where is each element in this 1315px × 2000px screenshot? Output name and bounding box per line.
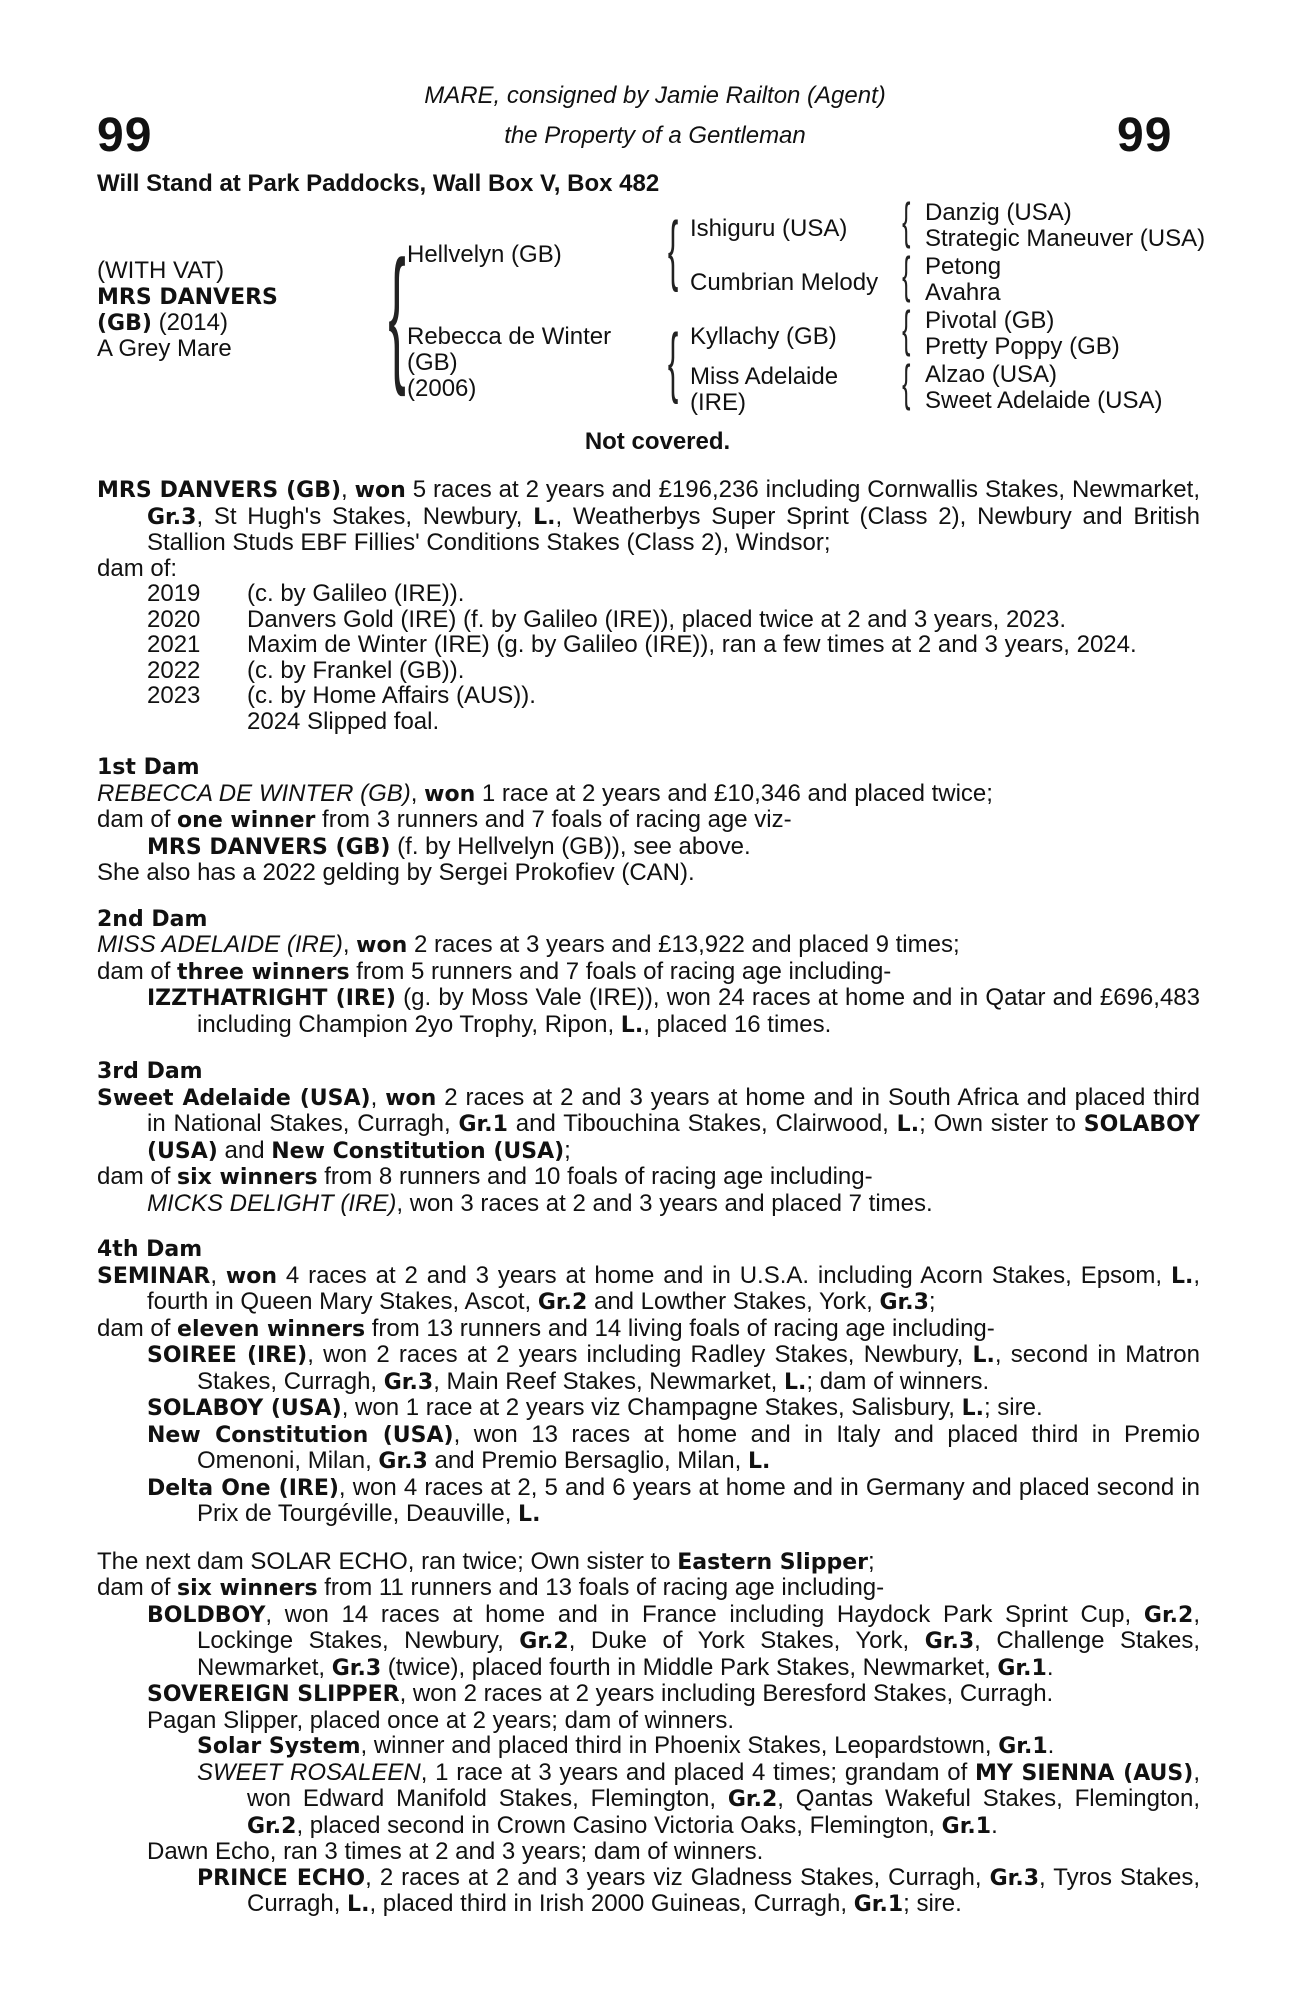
summary-section: [97, 477, 1200, 734]
brace-2a: {: [667, 205, 679, 293]
consigned-line: MARE, consigned by Jamie Railton (Agent): [424, 82, 886, 109]
fourth-dam-line: SOLABOY (USA), won 1 race at 2 years viz Champagne Stakes, Salisbury, L.; sire.: [147, 1394, 1043, 1421]
produce-row: 2021 Maxim de Winter (IRE) (g. by Galileo (IRE)), ran a few times at 2 and 3 years, 2024.: [147, 631, 1137, 658]
fourth-dam-section: [97, 1237, 1200, 1528]
dam-of-label: dam of:: [97, 554, 178, 582]
fourth-dam-line: dam of eleven winners from 13 runners and 14 living foals of racing age including-: [97, 1314, 995, 1342]
lot-number-left: 99: [97, 109, 153, 162]
second-dam-line: MISS ADELAIDE (IRE), won 2 races at 3 years and £13,922 and placed 9 times;: [97, 931, 960, 958]
brace-3a: {: [902, 193, 911, 249]
next-dam-line: Pagan Slipper, placed once at 2 years; dam of winners.: [147, 1706, 735, 1734]
sire-sire: Ishiguru (USA): [690, 215, 848, 242]
second-dam-section: [97, 907, 1200, 1039]
third-dam-line: MICKS DELIGHT (IRE), won 3 races at 2 and 3 years and placed 7 times.: [147, 1189, 933, 1217]
fourth-dam-line: SEMINAR, won 4 races at 2 and 3 years at home and in U.S.A. including Acorn Stakes, Epsom, L., fourth in Queen Mary Stakes, Ascot, Gr.2 and Lowther Stakes, York, Gr.3;: [97, 1261, 1200, 1315]
produce-row: 2024 Slipped foal.: [247, 707, 440, 735]
brace-1: {: [388, 229, 406, 397]
dam-year: (2006): [407, 375, 477, 402]
fourth-dam-line: Delta One (IRE), won 4 races at 2, 5 and 6 years at home and in Germany and placed second in Prix de Tourgéville, Deauville, L.: [147, 1473, 1200, 1527]
g-4: Avahra: [925, 279, 1001, 306]
g-6: Pretty Poppy (GB): [925, 333, 1120, 360]
second-dam-line: IZZTHATRIGHT (IRE) (g. by Moss Vale (IRE)), won 24 races at home and in Qatar and £696,483 including Champion 2yo Trophy, Ripon, L., placed 16 times.: [147, 984, 1200, 1038]
first-dam-line: dam of one winner from 3 runners and 7 foals of racing age viz-: [97, 806, 792, 833]
property-line: the Property of a Gentleman: [504, 122, 806, 149]
dam-name-1: Rebecca de Winter: [407, 323, 612, 350]
third-dam-line: dam of six winners from 8 runners and 10 foals of racing age including-: [97, 1163, 873, 1190]
brace-3b: {: [902, 247, 911, 303]
dam-dam-2: (IRE): [690, 389, 746, 416]
produce-row: 2022 (c. by Frankel (GB)).: [147, 656, 465, 684]
not-covered: Not covered.: [584, 428, 731, 455]
third-dam-line: Sweet Adelaide (USA), won 2 races at 2 and 3 years at home and in South Africa and placed third in National Stakes, Curragh, Gr.1 and Tibouchina Stakes, Clairwood, L.; Own sister to SOLABOY (USA) and New Constitution (USA);: [97, 1083, 1200, 1164]
produce-row: 2019 (c. by Galileo (IRE)).: [147, 580, 465, 607]
second-dam-heading: 2nd Dam: [97, 906, 208, 932]
produce-row: 2020 Danvers Gold (IRE) (f. by Galileo (IRE)), placed twice at 2 and 3 years, 2023.: [147, 605, 1067, 633]
g-3: Petong: [925, 253, 1002, 280]
next-dam-line: SOVEREIGN SLIPPER, won 2 races at 2 years including Beresford Stakes, Curragh.: [147, 1680, 1054, 1707]
dam-name-2: (GB): [407, 349, 458, 376]
first-dam-heading: 1st Dam: [97, 755, 200, 780]
g-8: Sweet Adelaide (USA): [925, 387, 1163, 414]
third-dam-heading: 3rd Dam: [97, 1059, 203, 1084]
g-1: Danzig (USA): [925, 199, 1072, 226]
next-dam-line: dam of six winners from 11 runners and 13 foals of racing age including-: [97, 1574, 885, 1601]
fourth-dam-line: SOIREE (IRE), won 2 races at 2 years including Radley Stakes, Newbury, L., second in Matron Stakes, Curragh, Gr.3, Main Reef Stakes, Newmarket, L.; dam of winners.: [147, 1341, 1201, 1395]
produce-row: 2023 (c. by Home Affairs (AUS)).: [147, 682, 536, 709]
next-dam-line: SWEET ROSALEEN, 1 race at 3 years and placed 4 times; grandam of MY SIENNA (AUS), won Edward Manifold Stakes, Flemington, Gr.2, Qantas Wakeful Stakes, Flemington, Gr.2, placed second in Crown Casino Victoria Oaks, Flemington, Gr.1.: [197, 1758, 1200, 1839]
brace-2b: {: [667, 317, 679, 405]
g-7: Alzao (USA): [925, 361, 1058, 388]
next-dam-line: The next dam SOLAR ECHO, ran twice; Own sister to Eastern Slipper;: [97, 1547, 875, 1575]
brace-3c: {: [902, 301, 911, 357]
second-dam-line: dam of three winners from 5 runners and 7 foals of racing age including-: [97, 957, 892, 985]
summary-paragraph: MRS DANVERS (GB), won 5 races at 2 years and £196,236 including Cornwallis Stakes, Newmarket, Gr.3, St Hugh's Stakes, Newbury, L., Weatherbys Super Sprint (Class 2), Newbury and British Stallion Studs EBF Fillies' Conditions Stakes (Class 2), Windsor;: [97, 476, 1201, 556]
horse-country-year: (GB) (2014): [97, 309, 228, 336]
next-dam-line: Solar System, winner and placed third in Phoenix Stakes, Leopardstown, Gr.1.: [197, 1732, 1055, 1759]
lot-number-right: 99: [1117, 109, 1173, 162]
stand-line: Will Stand at Park Paddocks, Wall Box V, Box 482: [97, 170, 660, 197]
first-dam-line: MRS DANVERS (GB) (f. by Hellvelyn (GB)), see above.: [147, 832, 751, 860]
first-dam-section: [97, 755, 1200, 886]
dam-dam-1: Miss Adelaide: [690, 363, 839, 390]
sire-dam: Cumbrian Melody: [690, 269, 879, 296]
fourth-dam-line: New Constitution (USA), won 13 races at home and in Italy and placed third in Premio Omenoni, Milan, Gr.3 and Premio Bersaglio, Milan, L.: [147, 1420, 1200, 1474]
first-dam-line: REBECCA DE WINTER (GB), won 1 race at 2 years and £10,346 and placed twice;: [97, 779, 993, 807]
g-5: Pivotal (GB): [925, 307, 1055, 334]
next-dam-line: PRINCE ECHO, 2 races at 2 and 3 years viz Gladness Stakes, Curragh, Gr.3, Tyros Stakes, Curragh, L., placed third in Irish 2000 Guineas, Curragh, Gr.1; sire.: [197, 1863, 1200, 1917]
dam-sire: Kyllachy (GB): [690, 323, 837, 350]
sire-name: Hellvelyn (GB): [407, 241, 562, 268]
fourth-dam-heading: 4th Dam: [97, 1237, 203, 1262]
next-dam-line: Dawn Echo, ran 3 times at 2 and 3 years; dam of winners.: [147, 1838, 764, 1865]
third-dam-section: [97, 1059, 1200, 1216]
next-dam-line: BOLDBOY, won 14 races at home and in France including Haydock Park Sprint Cup, Gr.2, Lockinge Stakes, Newbury, Gr.2, Duke of York Stakes, York, Gr.3, Challenge Stakes, Newmarket, Gr.3 (twice), placed fourth in Middle Park Stakes, Newmarket, Gr.1.: [147, 1600, 1200, 1681]
vat-label: (WITH VAT): [97, 257, 225, 284]
horse-name: MRS DANVERS: [97, 285, 278, 310]
horse-desc: A Grey Mare: [97, 335, 232, 362]
first-dam-line: She also has a 2022 gelding by Sergei Prokofiev (CAN).: [97, 859, 695, 886]
catalogue-body: [97, 477, 1200, 1939]
next-dam-section: [97, 1549, 1200, 1918]
brace-3d: {: [902, 355, 911, 411]
g-2: Strategic Maneuver (USA): [925, 225, 1206, 252]
